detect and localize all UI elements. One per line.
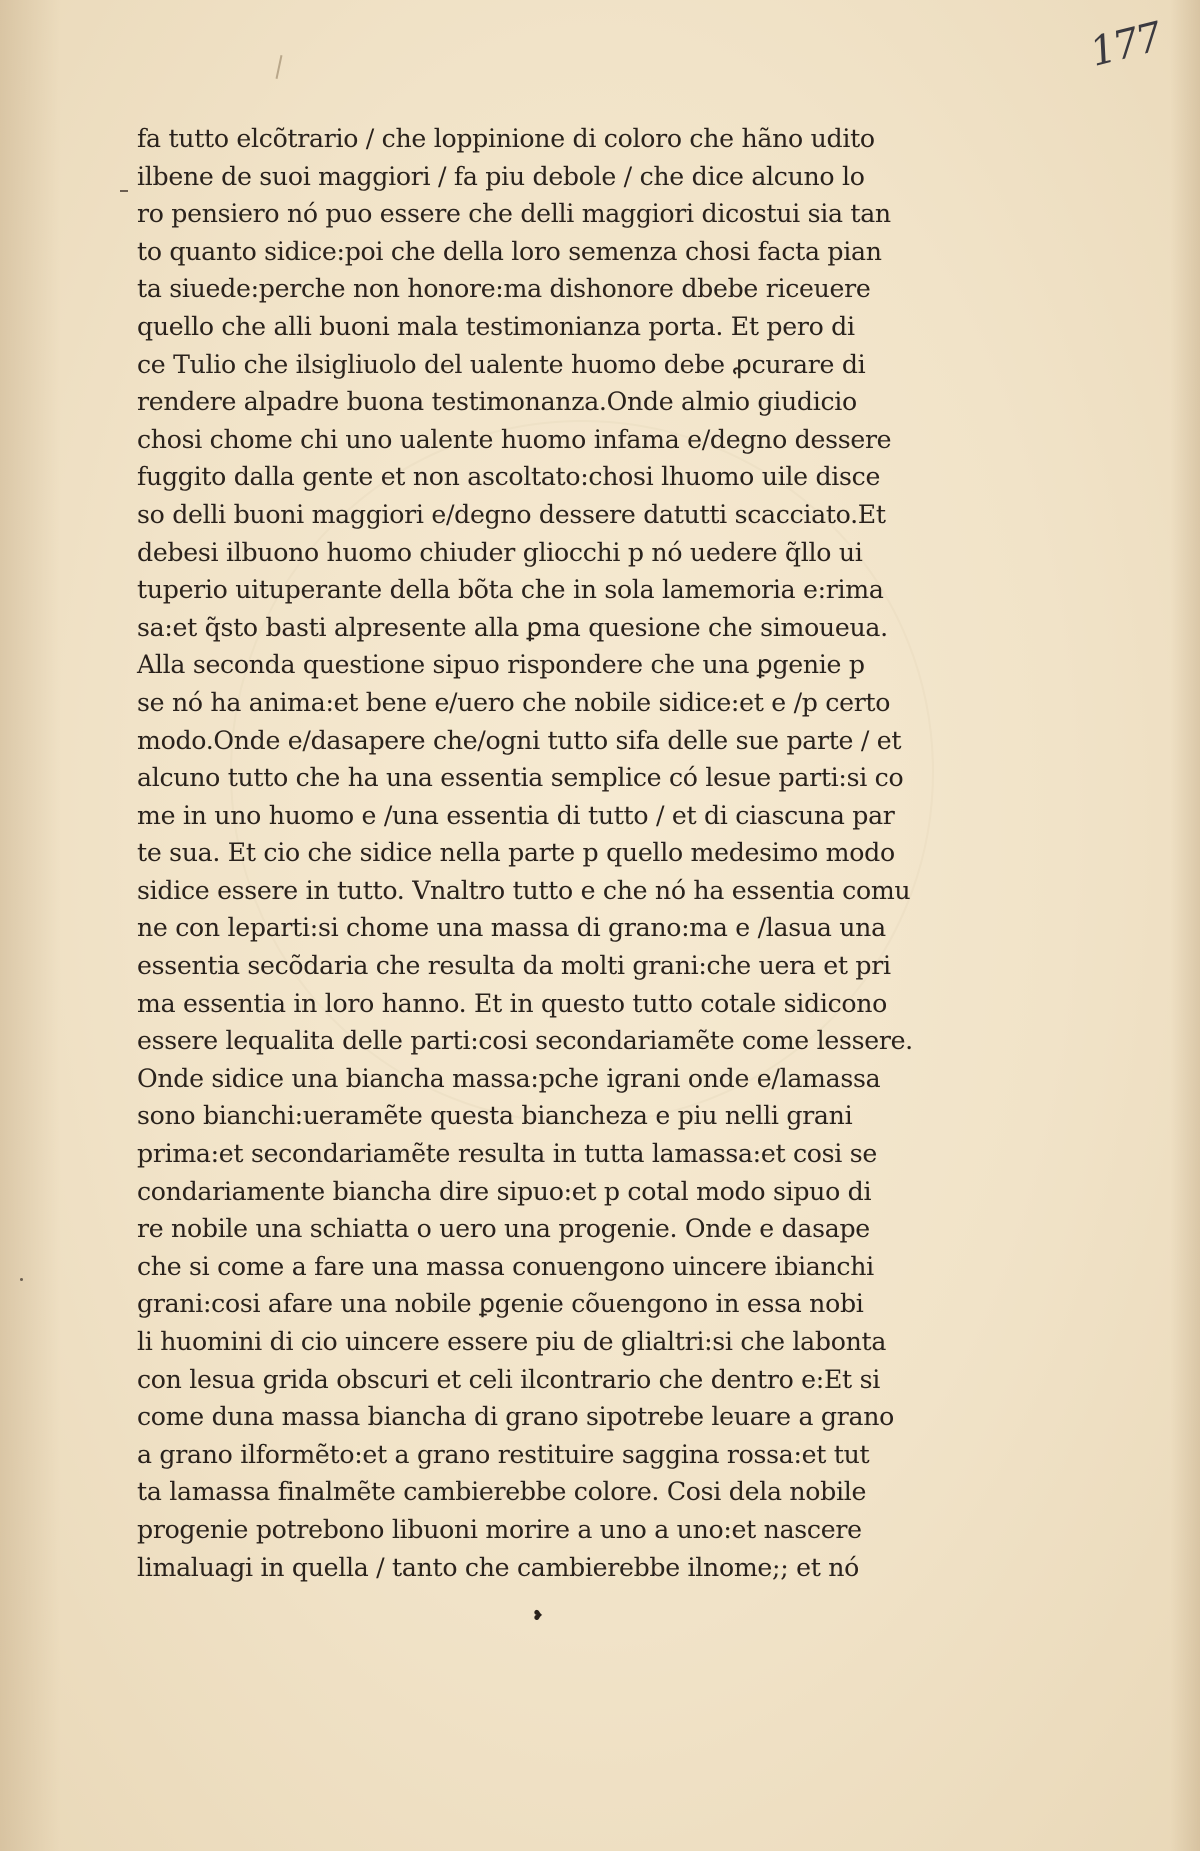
text-line: progenie potrebono libuoni morire a uno a uno:et nascere bbox=[137, 1514, 862, 1544]
text-line: fuggito dalla gente et non ascoltato:chosi lhuomo uile disce bbox=[137, 462, 881, 492]
text-line: ta lamassa finalmẽte cambierebbe colore. Cosi dela nobile bbox=[137, 1477, 867, 1507]
text-line: con lesua grida obscuri et celi ilcontrario che dentro e:Et si bbox=[137, 1364, 880, 1394]
text-line: se nó ha anima:et bene e/uero che nobile sidice:et e /p certo bbox=[137, 687, 891, 717]
text-line: sono bianchi:ueramẽte questa biancheza e piu nelli grani bbox=[137, 1101, 853, 1131]
text-line: ma essentia in loro hanno. Et in questo tutto cotale sidicono bbox=[137, 988, 888, 1018]
text-line: Onde sidice una biancha massa:pche igrani onde e/lamassa bbox=[137, 1063, 881, 1093]
text-line: debesi ilbuono huomo chiuder gliocchi p nó uedere q̃llo ui bbox=[137, 537, 863, 567]
text-line: so delli buoni maggiori e/degno dessere datutti scacciato.Et bbox=[137, 499, 886, 529]
text-line: essere lequalita delle parti:cosi secondariamẽte come lessere. bbox=[137, 1026, 913, 1056]
text-line: modo.Onde e/dasapere che/ogni tutto sifa delle sue parte / et bbox=[137, 725, 902, 755]
margin-pen-mark bbox=[276, 55, 283, 79]
text-line: che si come a fare una massa conuengono uincere ibianchi bbox=[137, 1251, 874, 1281]
folio-number: 177 bbox=[1085, 14, 1165, 76]
text-line: ilbene de suoi maggiori / fa piu debole / che dice alcuno lo bbox=[137, 161, 865, 191]
text-line: ne con leparti:si chome una massa di grano:ma e /lasua una bbox=[137, 913, 886, 943]
text-line: te sua. Et cio che sidice nella parte p quello medesimo modo bbox=[137, 838, 895, 868]
text-line: grani:cosi afare una nobile ꝑgenie cõuengono in essa nobi bbox=[137, 1289, 864, 1319]
text-line: tuperio uituperante della bõta che in sola lamemoria e:rima bbox=[137, 575, 884, 605]
text-line: alcuno tutto che ha una essentia semplice có lesue parti:si co bbox=[137, 763, 904, 793]
text-line: ta siuede:perche non honore:ma dishonore dbebe riceuere bbox=[137, 274, 871, 304]
text-line: ro pensiero nó puo essere che delli maggiori dicostui sia tan bbox=[137, 199, 891, 229]
text-line: li huomini di cio uincere essere piu de glialtri:si che labonta bbox=[137, 1327, 887, 1356]
text-line: a grano ilformẽto:et a grano restituire saggina rossa:et tut bbox=[137, 1439, 870, 1469]
text-line: essentia secõdaria che resulta da molti grani:che uera et pri bbox=[137, 951, 891, 981]
margin-dash-mark bbox=[120, 190, 128, 192]
text-line: sa:et q̃sto basti alpresente alla ꝑma quesione che simoueua. bbox=[137, 612, 888, 642]
footer-ornament: ❥ bbox=[532, 1608, 544, 1624]
text-line: re nobile una schiatta o uero una progenie. Onde e dasape bbox=[137, 1214, 870, 1244]
text-line: come duna massa biancha di grano sipotrebe leuare a grano bbox=[137, 1402, 894, 1432]
text-line: me in uno huomo e /una essentia di tutto / et di ciascuna par bbox=[137, 800, 895, 830]
text-line: fa tutto elcõtrario / che loppinione di coloro che hãno udito bbox=[137, 124, 875, 153]
text-line: sidice essere in tutto. Vnaltro tutto e che nó ha essentia comu bbox=[137, 875, 911, 905]
margin-dot-mark bbox=[20, 1278, 23, 1281]
text-line: condariamente biancha dire sipuo:et p cotal modo sipuo di bbox=[137, 1176, 872, 1206]
body-text bbox=[137, 120, 913, 1586]
text-line: rendere alpadre buona testimonanza.Onde almio giudicio bbox=[137, 387, 857, 417]
text-line: Alla seconda questione sipuo rispondere che una ꝑgenie p bbox=[137, 650, 865, 680]
text-line: to quanto sidice:poi che della loro semenza chosi facta pian bbox=[137, 236, 882, 266]
text-line: prima:et secondariamẽte resulta in tutta lamassa:et cosi se bbox=[137, 1139, 877, 1169]
text-line: chosi chome chi uno ualente huomo infama e/degno dessere bbox=[137, 424, 892, 454]
text-line: quello che alli buoni mala testimonianza porta. Et pero di bbox=[137, 311, 855, 341]
text-line: limaluagi in quella / tanto che cambierebbe ilnome;; et nó bbox=[137, 1552, 860, 1582]
text-line: ce Tulio che ilsigliuolo del ualente huomo debe ꝓcurare di bbox=[137, 349, 866, 379]
